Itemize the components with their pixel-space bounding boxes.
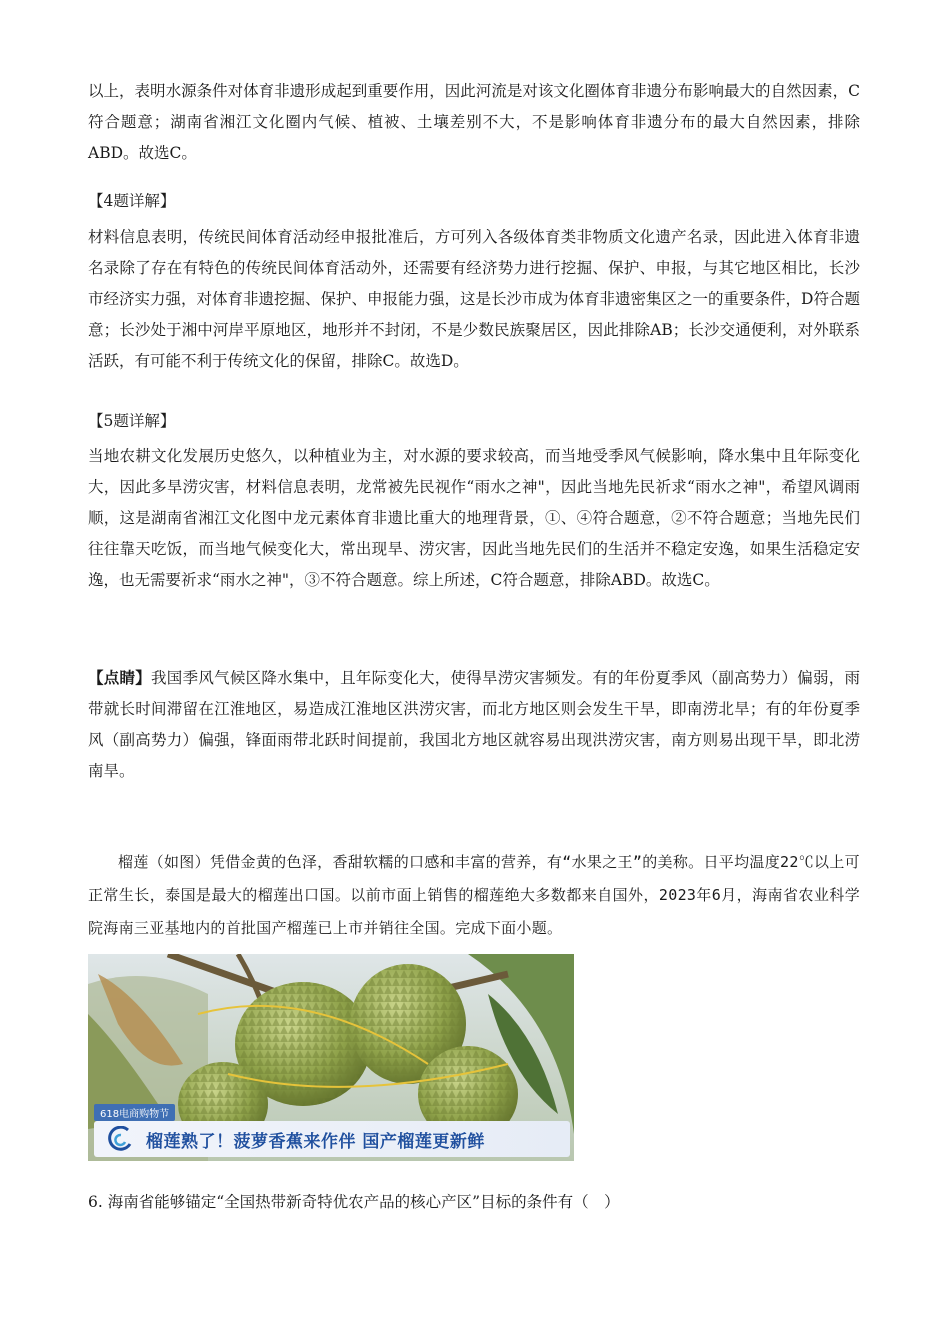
- durian-intro-paragraph: 榴莲（如图）凭借金黄的色泽，香甜软糯的口感和丰富的营养，有“水果之王”的美称。日平均温度22℃以上可正常生长，泰国是最大的榴莲出口国。以前市面上销售的榴莲绝大多数都来自国外，2023年6月，海南省农业科学院海南三亚基地内的首批国产榴莲已上市并销往全国。完成下面小题。: [88, 853, 860, 937]
- dianjing-body: 我国季风气候区降水集中，且年际变化大，使得旱涝灾害频发。有的年份夏季风（副高势力）偏弱，雨带就长时间滞留在江淮地区，易造成江淮地区洪涝灾害，而北方地区则会发生干旱，即南涝北旱；有的年份夏季风（副高势力）偏强，锋面雨带北跃时间提前，我国北方地区就容易出现洪涝灾害，南方则易出现干旱，即北涝南旱。: [88, 669, 860, 780]
- question-6: 6. 海南省能够锚定“全国热带新奇特优农产品的核心产区”目标的条件有（ ）: [88, 1193, 620, 1211]
- dianjing-paragraph: [88, 662, 860, 787]
- photo-caption: 榴莲熟了！菠萝香蕉来作伴 国产榴莲更新鲜: [146, 1131, 485, 1152]
- news-channel-logo-icon: [108, 1126, 134, 1152]
- answer-paragraph-q3-end: 以上，表明水源条件对体育非遗形成起到重要作用，因此河流是对该文化圈体育非遗分布影响最大的自然因素，C符合题意；湖南省湘江文化圈内气候、植被、土壤差别不大，不是影响体育非遗分布的最大自然因素，排除ABD。故选C。: [88, 82, 860, 162]
- q4-detail-body: 材料信息表明，传统民间体育活动经申报批准后，方可列入各级体育类非物质文化遗产名录，因此进入体育非遗名录除了存在有特色的传统民间体育活动外，还需要有经济势力进行挖掘、保护、申报，与其它地区相比，长沙市经济实力强，对体育非遗挖掘、保护、申报能力强，这是长沙市成为体育非遗密集区之一的重要条件，D符合题意；长沙处于湘中河岸平原地区，地形并不封闭，不是少数民族聚居区，因此排除AB；长沙交通便利，对外联系活跃，有可能不利于传统文化的保留，排除C。故选D。: [88, 228, 860, 370]
- photo-caption-banner: [94, 1121, 570, 1157]
- q4-detail-heading: 【4题详解】: [88, 192, 176, 210]
- durian-photo: [88, 954, 574, 1161]
- dianjing-label: 【点睛】: [88, 668, 152, 687]
- photo-tag: 618电商购物节: [94, 1104, 175, 1121]
- q5-detail-body: 当地农耕文化发展历史悠久，以种植业为主，对水源的要求较高，而当地受季风气候影响，降水集中且年际变化大，因此多旱涝灾害，材料信息表明，龙常被先民视作“雨水之神"，因此当地先民祈求“雨水之神"，希望风调雨顺，这是湖南省湘江文化图中龙元素体育非遗比重大的地理背景，①、④符合题意，②不符合题意；当地先民们往往靠天吃饭，而当地气候变化大，常出现旱、涝灾害，因此当地先民们的生活并不稳定安逸，如果生活稳定安逸，也无需要祈求“雨水之神"，③不符合题意。综上所述，C符合题意，排除ABD。故选C。: [88, 447, 860, 589]
- q5-detail-heading: 【5题详解】: [88, 412, 176, 430]
